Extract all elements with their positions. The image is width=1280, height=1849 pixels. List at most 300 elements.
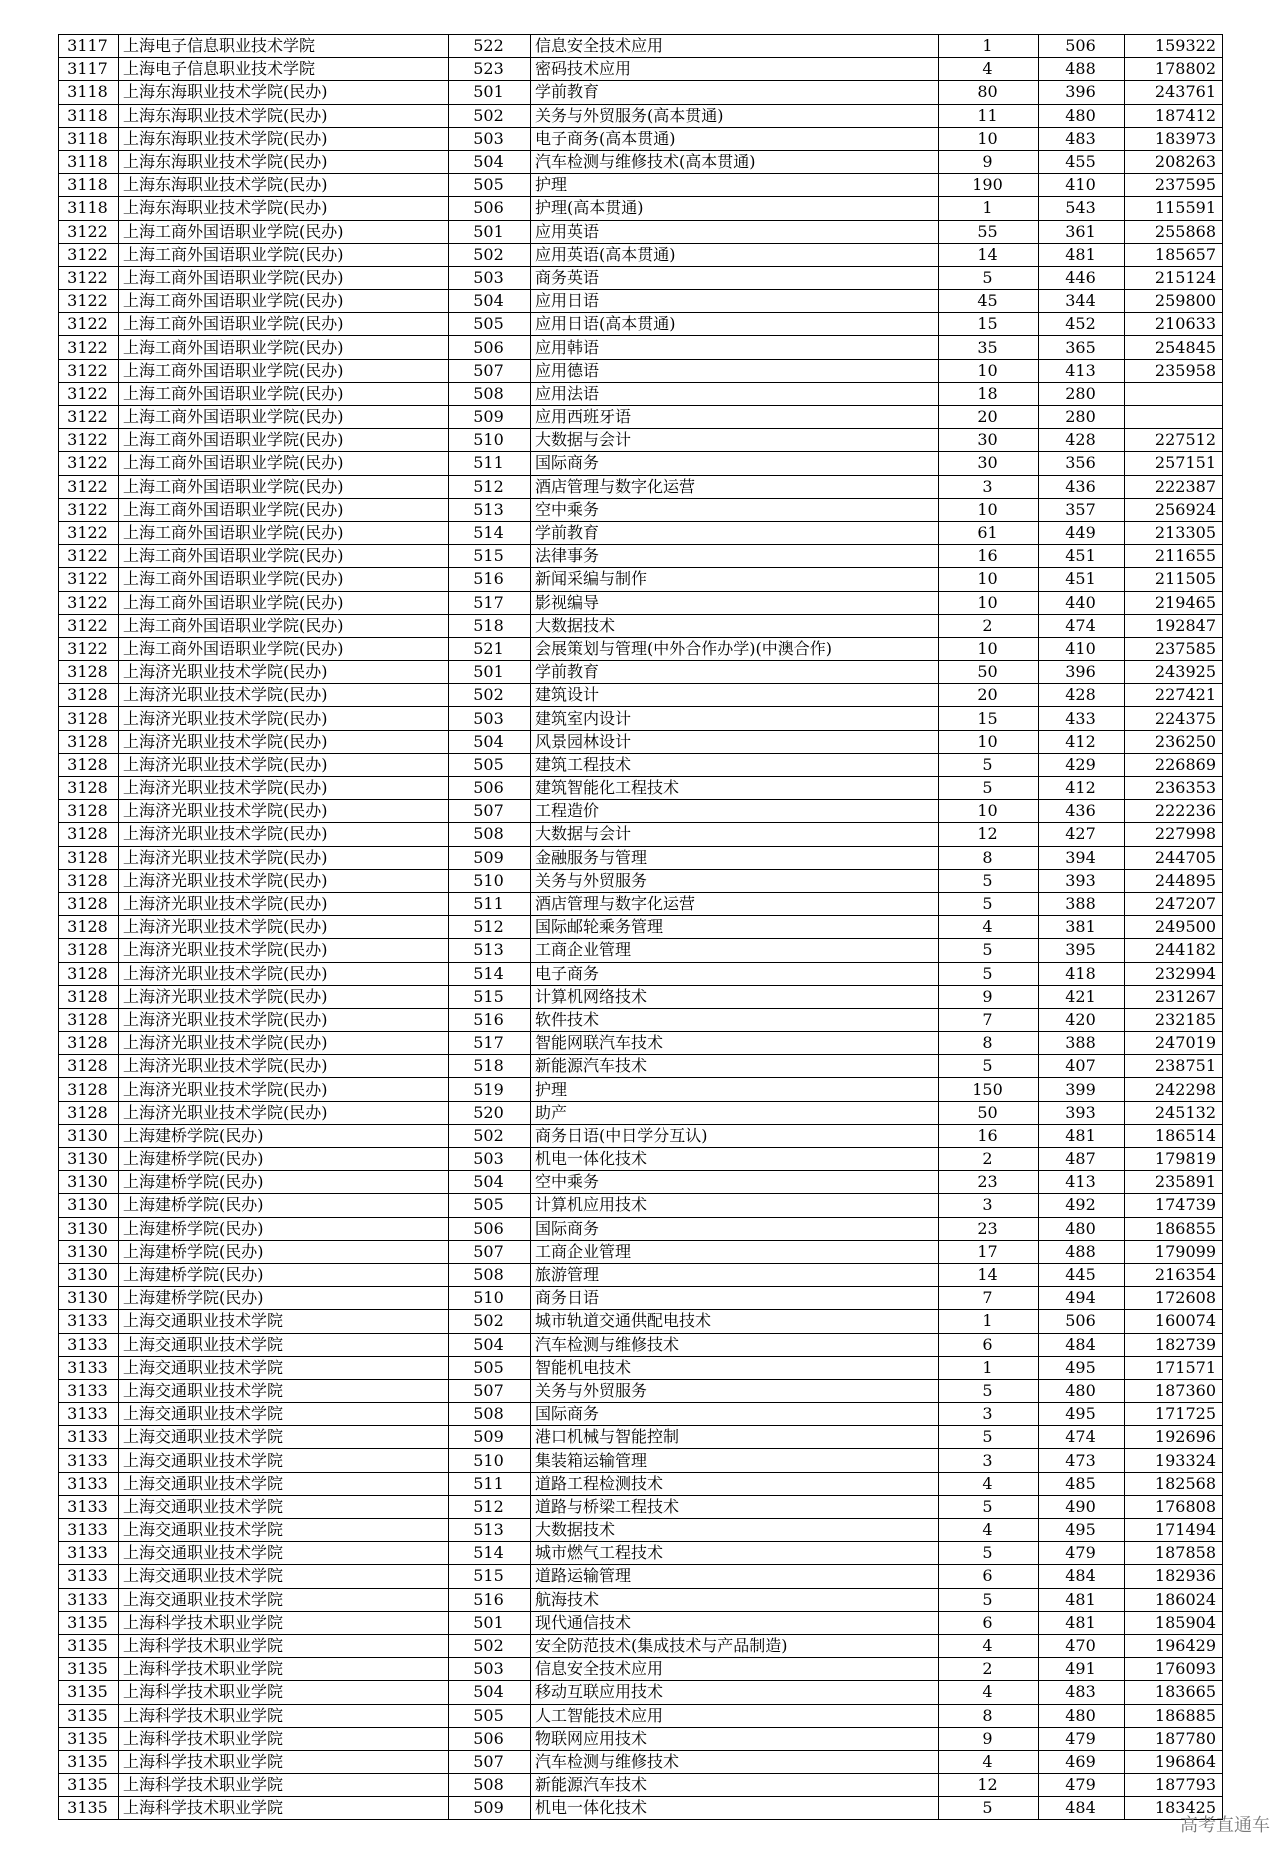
school-code-cell: 3133 (59, 1588, 119, 1611)
school-name-cell: 上海工商外国语职业学院(民办) (119, 290, 449, 313)
major-name-cell: 应用西班牙语 (531, 406, 939, 429)
table-row (59, 1495, 1223, 1518)
min-score-cell: 429 (1039, 753, 1125, 776)
min-rank-cell: 216354 (1125, 1263, 1223, 1286)
school-code-cell: 3122 (59, 290, 119, 313)
min-score-cell: 495 (1039, 1519, 1125, 1542)
min-rank-cell: 236353 (1125, 777, 1223, 800)
table-row (59, 1008, 1223, 1031)
school-code-cell: 3133 (59, 1449, 119, 1472)
min-rank-cell: 226869 (1125, 753, 1223, 776)
major-name-cell: 金融服务与管理 (531, 846, 939, 869)
table-row (59, 1472, 1223, 1495)
table-row (59, 127, 1223, 150)
min-score-cell: 361 (1039, 220, 1125, 243)
min-rank-cell: 193324 (1125, 1449, 1223, 1472)
school-code-cell: 3135 (59, 1634, 119, 1657)
school-name-cell: 上海建桥学院(民办) (119, 1148, 449, 1171)
major-code-cell: 504 (449, 730, 531, 753)
major-name-cell: 应用英语 (531, 220, 939, 243)
major-name-cell: 法律事务 (531, 545, 939, 568)
major-name-cell: 软件技术 (531, 1008, 939, 1031)
school-name-cell: 上海东海职业技术学院(民办) (119, 197, 449, 220)
min-score-cell: 418 (1039, 962, 1125, 985)
min-rank-cell: 186514 (1125, 1124, 1223, 1147)
school-code-cell: 3122 (59, 591, 119, 614)
min-rank-cell: 186024 (1125, 1588, 1223, 1611)
min-score-cell: 487 (1039, 1148, 1125, 1171)
plan-count-cell: 7 (939, 1008, 1039, 1031)
school-code-cell: 3128 (59, 1078, 119, 1101)
plan-count-cell: 14 (939, 243, 1039, 266)
school-name-cell: 上海济光职业技术学院(民办) (119, 985, 449, 1008)
min-score-cell: 481 (1039, 243, 1125, 266)
school-name-cell: 上海工商外国语职业学院(民办) (119, 243, 449, 266)
min-score-cell: 381 (1039, 916, 1125, 939)
min-score-cell: 480 (1039, 1379, 1125, 1402)
school-name-cell: 上海东海职业技术学院(民办) (119, 81, 449, 104)
school-name-cell: 上海工商外国语职业学院(民办) (119, 568, 449, 591)
school-name-cell: 上海济光职业技术学院(民办) (119, 800, 449, 823)
table-row (59, 1634, 1223, 1657)
min-score-cell: 410 (1039, 174, 1125, 197)
min-rank-cell: 187360 (1125, 1379, 1223, 1402)
major-code-cell: 515 (449, 985, 531, 1008)
major-code-cell: 514 (449, 1542, 531, 1565)
school-code-cell: 3122 (59, 359, 119, 382)
school-name-cell: 上海交通职业技术学院 (119, 1356, 449, 1379)
school-name-cell: 上海工商外国语职业学院(民办) (119, 521, 449, 544)
school-name-cell: 上海济光职业技术学院(民办) (119, 846, 449, 869)
school-name-cell: 上海济光职业技术学院(民办) (119, 939, 449, 962)
major-name-cell: 智能网联汽车技术 (531, 1032, 939, 1055)
table-row (59, 1588, 1223, 1611)
plan-count-cell: 23 (939, 1217, 1039, 1240)
school-name-cell: 上海交通职业技术学院 (119, 1519, 449, 1542)
table-row (59, 1101, 1223, 1124)
major-code-cell: 507 (449, 359, 531, 382)
major-code-cell: 510 (449, 1449, 531, 1472)
plan-count-cell: 15 (939, 313, 1039, 336)
plan-count-cell: 35 (939, 336, 1039, 359)
school-code-cell: 3128 (59, 985, 119, 1008)
major-code-cell: 507 (449, 1240, 531, 1263)
school-code-cell: 3122 (59, 545, 119, 568)
school-name-cell: 上海交通职业技术学院 (119, 1588, 449, 1611)
major-code-cell: 506 (449, 197, 531, 220)
table-row (59, 475, 1223, 498)
major-code-cell: 515 (449, 545, 531, 568)
plan-count-cell: 11 (939, 104, 1039, 127)
major-code-cell: 511 (449, 892, 531, 915)
min-rank-cell: 176808 (1125, 1495, 1223, 1518)
school-code-cell: 3130 (59, 1148, 119, 1171)
plan-count-cell: 10 (939, 637, 1039, 660)
school-code-cell: 3133 (59, 1379, 119, 1402)
major-name-cell: 学前教育 (531, 661, 939, 684)
table-row (59, 35, 1223, 58)
min-rank-cell: 182936 (1125, 1565, 1223, 1588)
table-row (59, 661, 1223, 684)
min-rank-cell: 245132 (1125, 1101, 1223, 1124)
school-code-cell: 3135 (59, 1750, 119, 1773)
min-rank-cell: 183973 (1125, 127, 1223, 150)
table-row (59, 1124, 1223, 1147)
table-row (59, 1565, 1223, 1588)
min-score-cell: 490 (1039, 1495, 1125, 1518)
min-score-cell: 452 (1039, 313, 1125, 336)
min-rank-cell: 242298 (1125, 1078, 1223, 1101)
major-name-cell: 应用日语(高本贯通) (531, 313, 939, 336)
school-code-cell: 3130 (59, 1287, 119, 1310)
table-row (59, 359, 1223, 382)
school-name-cell: 上海电子信息职业技术学院 (119, 35, 449, 58)
min-rank-cell: 208263 (1125, 150, 1223, 173)
min-score-cell: 396 (1039, 661, 1125, 684)
school-code-cell: 3128 (59, 753, 119, 776)
plan-count-cell: 14 (939, 1263, 1039, 1286)
school-name-cell: 上海科学技术职业学院 (119, 1797, 449, 1820)
table-row (59, 1774, 1223, 1797)
plan-count-cell: 1 (939, 1356, 1039, 1379)
min-rank-cell: 254845 (1125, 336, 1223, 359)
min-score-cell: 479 (1039, 1774, 1125, 1797)
min-score-cell: 280 (1039, 406, 1125, 429)
school-code-cell: 3122 (59, 498, 119, 521)
min-rank-cell: 183425 (1125, 1797, 1223, 1820)
table-row (59, 777, 1223, 800)
table-row (59, 1217, 1223, 1240)
min-rank-cell: 224375 (1125, 707, 1223, 730)
plan-count-cell: 150 (939, 1078, 1039, 1101)
major-name-cell: 大数据技术 (531, 614, 939, 637)
major-code-cell: 505 (449, 753, 531, 776)
school-code-cell: 3128 (59, 1055, 119, 1078)
major-name-cell: 人工智能技术应用 (531, 1704, 939, 1727)
major-code-cell: 503 (449, 707, 531, 730)
min-score-cell: 393 (1039, 1101, 1125, 1124)
major-code-cell: 509 (449, 1426, 531, 1449)
major-code-cell: 517 (449, 1032, 531, 1055)
min-rank-cell: 192847 (1125, 614, 1223, 637)
school-name-cell: 上海建桥学院(民办) (119, 1124, 449, 1147)
school-code-cell: 3122 (59, 266, 119, 289)
major-code-cell: 509 (449, 846, 531, 869)
min-rank-cell: 255868 (1125, 220, 1223, 243)
table-row (59, 568, 1223, 591)
major-code-cell: 508 (449, 1774, 531, 1797)
major-code-cell: 509 (449, 406, 531, 429)
major-code-cell: 510 (449, 869, 531, 892)
min-rank-cell: 227421 (1125, 684, 1223, 707)
min-rank-cell: 247207 (1125, 892, 1223, 915)
min-score-cell: 473 (1039, 1449, 1125, 1472)
table-row (59, 1426, 1223, 1449)
min-rank-cell: 196429 (1125, 1634, 1223, 1657)
major-name-cell: 商务英语 (531, 266, 939, 289)
plan-count-cell: 30 (939, 452, 1039, 475)
school-code-cell: 3122 (59, 568, 119, 591)
min-rank-cell: 219465 (1125, 591, 1223, 614)
major-name-cell: 信息安全技术应用 (531, 1658, 939, 1681)
school-name-cell: 上海东海职业技术学院(民办) (119, 127, 449, 150)
school-name-cell: 上海交通职业技术学院 (119, 1472, 449, 1495)
table-row (59, 1032, 1223, 1055)
min-rank-cell: 179099 (1125, 1240, 1223, 1263)
min-rank-cell: 211655 (1125, 545, 1223, 568)
school-code-cell: 3122 (59, 452, 119, 475)
plan-count-cell: 6 (939, 1333, 1039, 1356)
table-row (59, 197, 1223, 220)
school-code-cell: 3133 (59, 1310, 119, 1333)
major-code-cell: 513 (449, 498, 531, 521)
major-name-cell: 空中乘务 (531, 498, 939, 521)
min-score-cell: 407 (1039, 1055, 1125, 1078)
major-name-cell: 新能源汽车技术 (531, 1055, 939, 1078)
plan-count-cell: 10 (939, 359, 1039, 382)
min-score-cell: 483 (1039, 127, 1125, 150)
plan-count-cell: 2 (939, 1658, 1039, 1681)
major-code-cell: 503 (449, 1148, 531, 1171)
school-code-cell: 3122 (59, 243, 119, 266)
school-code-cell: 3128 (59, 962, 119, 985)
major-code-cell: 518 (449, 614, 531, 637)
table-row (59, 452, 1223, 475)
min-score-cell: 474 (1039, 1426, 1125, 1449)
min-rank-cell: 160074 (1125, 1310, 1223, 1333)
table-row (59, 521, 1223, 544)
school-code-cell: 3128 (59, 916, 119, 939)
major-name-cell: 安全防范技术(集成技术与产品制造) (531, 1634, 939, 1657)
table-row (59, 58, 1223, 81)
plan-count-cell: 16 (939, 1124, 1039, 1147)
major-name-cell: 护理 (531, 174, 939, 197)
min-score-cell: 484 (1039, 1565, 1125, 1588)
min-rank-cell: 213305 (1125, 521, 1223, 544)
plan-count-cell: 6 (939, 1611, 1039, 1634)
school-name-cell: 上海工商外国语职业学院(民办) (119, 637, 449, 660)
table-row (59, 498, 1223, 521)
school-code-cell: 3128 (59, 823, 119, 846)
plan-count-cell: 5 (939, 1588, 1039, 1611)
school-code-cell: 3128 (59, 800, 119, 823)
min-score-cell: 420 (1039, 1008, 1125, 1031)
min-rank-cell (1125, 382, 1223, 405)
plan-count-cell: 4 (939, 1681, 1039, 1704)
school-code-cell: 3128 (59, 869, 119, 892)
table-row (59, 1750, 1223, 1773)
plan-count-cell: 4 (939, 1519, 1039, 1542)
min-score-cell: 356 (1039, 452, 1125, 475)
min-rank-cell: 244705 (1125, 846, 1223, 869)
table-row (59, 382, 1223, 405)
school-name-cell: 上海科学技术职业学院 (119, 1727, 449, 1750)
school-name-cell: 上海工商外国语职业学院(民办) (119, 313, 449, 336)
major-name-cell: 应用英语(高本贯通) (531, 243, 939, 266)
plan-count-cell: 1 (939, 197, 1039, 220)
plan-count-cell: 2 (939, 614, 1039, 637)
table-row (59, 1148, 1223, 1171)
table-row (59, 1263, 1223, 1286)
school-code-cell: 3128 (59, 777, 119, 800)
table-row (59, 1240, 1223, 1263)
table-row (59, 800, 1223, 823)
min-rank-cell: 178802 (1125, 58, 1223, 81)
min-score-cell: 395 (1039, 939, 1125, 962)
school-name-cell: 上海济光职业技术学院(民办) (119, 962, 449, 985)
school-name-cell: 上海科学技术职业学院 (119, 1750, 449, 1773)
plan-count-cell: 18 (939, 382, 1039, 405)
school-name-cell: 上海科学技术职业学院 (119, 1658, 449, 1681)
min-score-cell: 446 (1039, 266, 1125, 289)
min-score-cell: 495 (1039, 1403, 1125, 1426)
plan-count-cell: 50 (939, 661, 1039, 684)
table-row (59, 1611, 1223, 1634)
table-row (59, 336, 1223, 359)
min-score-cell: 491 (1039, 1658, 1125, 1681)
table-row (59, 1704, 1223, 1727)
plan-count-cell: 6 (939, 1565, 1039, 1588)
table-row (59, 1194, 1223, 1217)
major-code-cell: 502 (449, 1310, 531, 1333)
major-code-cell: 513 (449, 939, 531, 962)
table-row (59, 220, 1223, 243)
table-row (59, 545, 1223, 568)
school-name-cell: 上海交通职业技术学院 (119, 1426, 449, 1449)
plan-count-cell: 5 (939, 962, 1039, 985)
school-code-cell: 3118 (59, 127, 119, 150)
major-code-cell: 505 (449, 313, 531, 336)
min-score-cell: 481 (1039, 1124, 1125, 1147)
school-code-cell: 3122 (59, 521, 119, 544)
min-score-cell: 449 (1039, 521, 1125, 544)
min-score-cell: 479 (1039, 1727, 1125, 1750)
major-name-cell: 新能源汽车技术 (531, 1774, 939, 1797)
plan-count-cell: 10 (939, 591, 1039, 614)
school-code-cell: 3122 (59, 336, 119, 359)
major-name-cell: 电子商务 (531, 962, 939, 985)
major-code-cell: 507 (449, 1750, 531, 1773)
major-name-cell: 酒店管理与数字化运营 (531, 892, 939, 915)
table-row (59, 1403, 1223, 1426)
min-rank-cell: 187780 (1125, 1727, 1223, 1750)
table-row (59, 1333, 1223, 1356)
major-code-cell: 504 (449, 1333, 531, 1356)
plan-count-cell: 7 (939, 1287, 1039, 1310)
school-code-cell: 3118 (59, 197, 119, 220)
major-name-cell: 助产 (531, 1101, 939, 1124)
min-rank-cell: 227512 (1125, 429, 1223, 452)
table-row (59, 313, 1223, 336)
min-rank-cell: 176093 (1125, 1658, 1223, 1681)
min-score-cell: 436 (1039, 475, 1125, 498)
school-code-cell: 3135 (59, 1727, 119, 1750)
major-code-cell: 505 (449, 174, 531, 197)
min-rank-cell: 235891 (1125, 1171, 1223, 1194)
school-name-cell: 上海工商外国语职业学院(民办) (119, 614, 449, 637)
major-name-cell: 电子商务(高本贯通) (531, 127, 939, 150)
min-score-cell: 480 (1039, 1217, 1125, 1240)
min-score-cell: 388 (1039, 1032, 1125, 1055)
plan-count-cell: 5 (939, 892, 1039, 915)
min-rank-cell: 232185 (1125, 1008, 1223, 1031)
min-rank-cell: 171725 (1125, 1403, 1223, 1426)
min-score-cell: 413 (1039, 1171, 1125, 1194)
plan-count-cell: 4 (939, 1750, 1039, 1773)
school-name-cell: 上海济光职业技术学院(民办) (119, 892, 449, 915)
plan-count-cell: 5 (939, 1495, 1039, 1518)
min-score-cell: 494 (1039, 1287, 1125, 1310)
table-row (59, 846, 1223, 869)
school-name-cell: 上海建桥学院(民办) (119, 1217, 449, 1240)
school-name-cell: 上海工商外国语职业学院(民办) (119, 382, 449, 405)
plan-count-cell: 9 (939, 150, 1039, 173)
min-rank-cell: 174739 (1125, 1194, 1223, 1217)
school-name-cell: 上海东海职业技术学院(民办) (119, 150, 449, 173)
min-rank-cell: 172608 (1125, 1287, 1223, 1310)
major-name-cell: 航海技术 (531, 1588, 939, 1611)
major-name-cell: 道路运输管理 (531, 1565, 939, 1588)
min-score-cell: 436 (1039, 800, 1125, 823)
plan-count-cell: 5 (939, 1542, 1039, 1565)
table-row (59, 266, 1223, 289)
school-code-cell: 3133 (59, 1403, 119, 1426)
min-rank-cell: 244895 (1125, 869, 1223, 892)
min-score-cell: 445 (1039, 1263, 1125, 1286)
major-name-cell: 密码技术应用 (531, 58, 939, 81)
plan-count-cell: 4 (939, 58, 1039, 81)
min-score-cell: 484 (1039, 1797, 1125, 1820)
major-name-cell: 国际商务 (531, 1217, 939, 1240)
major-code-cell: 508 (449, 382, 531, 405)
min-score-cell: 280 (1039, 382, 1125, 405)
school-name-cell: 上海济光职业技术学院(民办) (119, 1032, 449, 1055)
school-name-cell: 上海科学技术职业学院 (119, 1634, 449, 1657)
min-score-cell: 474 (1039, 614, 1125, 637)
major-code-cell: 509 (449, 1797, 531, 1820)
min-score-cell: 396 (1039, 81, 1125, 104)
major-name-cell: 道路与桥梁工程技术 (531, 1495, 939, 1518)
major-name-cell: 信息安全技术应用 (531, 35, 939, 58)
major-code-cell: 508 (449, 1263, 531, 1286)
major-name-cell: 建筑工程技术 (531, 753, 939, 776)
plan-count-cell: 3 (939, 1403, 1039, 1426)
school-code-cell: 3130 (59, 1171, 119, 1194)
major-code-cell: 510 (449, 429, 531, 452)
major-code-cell: 504 (449, 1681, 531, 1704)
major-name-cell: 酒店管理与数字化运营 (531, 475, 939, 498)
school-name-cell: 上海建桥学院(民办) (119, 1240, 449, 1263)
major-code-cell: 515 (449, 1565, 531, 1588)
min-score-cell: 421 (1039, 985, 1125, 1008)
min-score-cell: 492 (1039, 1194, 1125, 1217)
school-code-cell: 3133 (59, 1519, 119, 1542)
major-name-cell: 汽车检测与维修技术(高本贯通) (531, 150, 939, 173)
major-code-cell: 502 (449, 684, 531, 707)
plan-count-cell: 15 (939, 707, 1039, 730)
plan-count-cell: 4 (939, 916, 1039, 939)
major-name-cell: 空中乘务 (531, 1171, 939, 1194)
min-rank-cell: 237585 (1125, 637, 1223, 660)
min-score-cell: 469 (1039, 1750, 1125, 1773)
plan-count-cell: 1 (939, 35, 1039, 58)
min-score-cell: 455 (1039, 150, 1125, 173)
major-name-cell: 应用德语 (531, 359, 939, 382)
min-score-cell: 428 (1039, 684, 1125, 707)
min-rank-cell: 183665 (1125, 1681, 1223, 1704)
plan-count-cell: 5 (939, 1379, 1039, 1402)
school-name-cell: 上海建桥学院(民办) (119, 1263, 449, 1286)
